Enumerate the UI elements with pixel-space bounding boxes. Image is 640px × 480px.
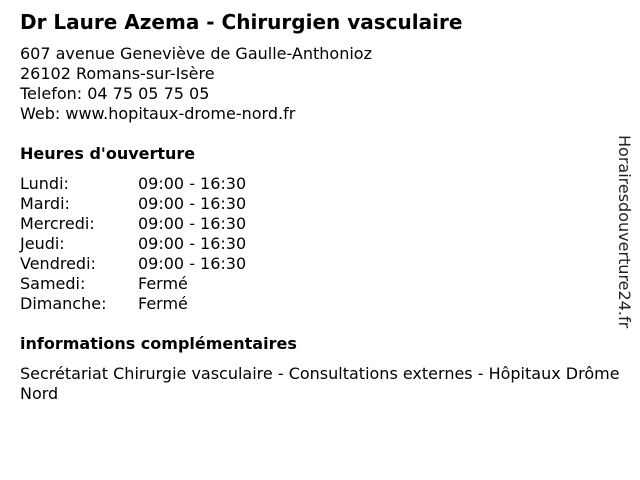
hours-row-samedi	[20, 274, 380, 294]
address-line-1: 607 avenue Geneviève de Gaulle-Anthonioz	[20, 44, 372, 63]
hours-row-vendredi	[20, 254, 380, 274]
hours-time: 09:00 - 16:30	[138, 234, 247, 253]
hours-time: Fermé	[138, 274, 188, 293]
hours-table	[20, 174, 380, 314]
info-heading: informations complémentaires	[20, 334, 297, 353]
hours-day: Jeudi:	[20, 234, 65, 253]
hours-time: 09:00 - 16:30	[138, 174, 247, 193]
hours-row-mercredi	[20, 214, 380, 234]
phone-line: Telefon: 04 75 05 75 05	[20, 84, 210, 103]
hours-time: 09:00 - 16:30	[138, 214, 247, 233]
hours-day: Samedi:	[20, 274, 86, 293]
hours-row-mardi	[20, 194, 380, 214]
info-text: Secrétariat Chirurgie vasculaire - Consultations externes - Hôpitaux Drôme Nord	[20, 364, 620, 403]
hours-day: Mardi:	[20, 194, 70, 213]
hours-day: Mercredi:	[20, 214, 95, 233]
hours-day: Lundi:	[20, 174, 69, 193]
hours-row-lundi	[20, 174, 380, 194]
hours-day: Dimanche:	[20, 294, 107, 313]
hours-heading: Heures d'ouverture	[20, 144, 196, 163]
site-watermark: Horairesdouverture24.fr	[615, 135, 634, 329]
hours-day: Vendredi:	[20, 254, 96, 273]
hours-time: 09:00 - 16:30	[138, 254, 247, 273]
hours-row-dimanche	[20, 294, 380, 314]
hours-row-jeudi	[20, 234, 380, 254]
contact-block	[20, 44, 372, 124]
address-line-2: 26102 Romans-sur-Isère	[20, 64, 215, 83]
hours-time: Fermé	[138, 294, 188, 313]
website-line: Web: www.hopitaux-drome-nord.fr	[20, 104, 296, 123]
page-title: Dr Laure Azema - Chirurgien vasculaire	[20, 10, 463, 34]
hours-time: 09:00 - 16:30	[138, 194, 247, 213]
